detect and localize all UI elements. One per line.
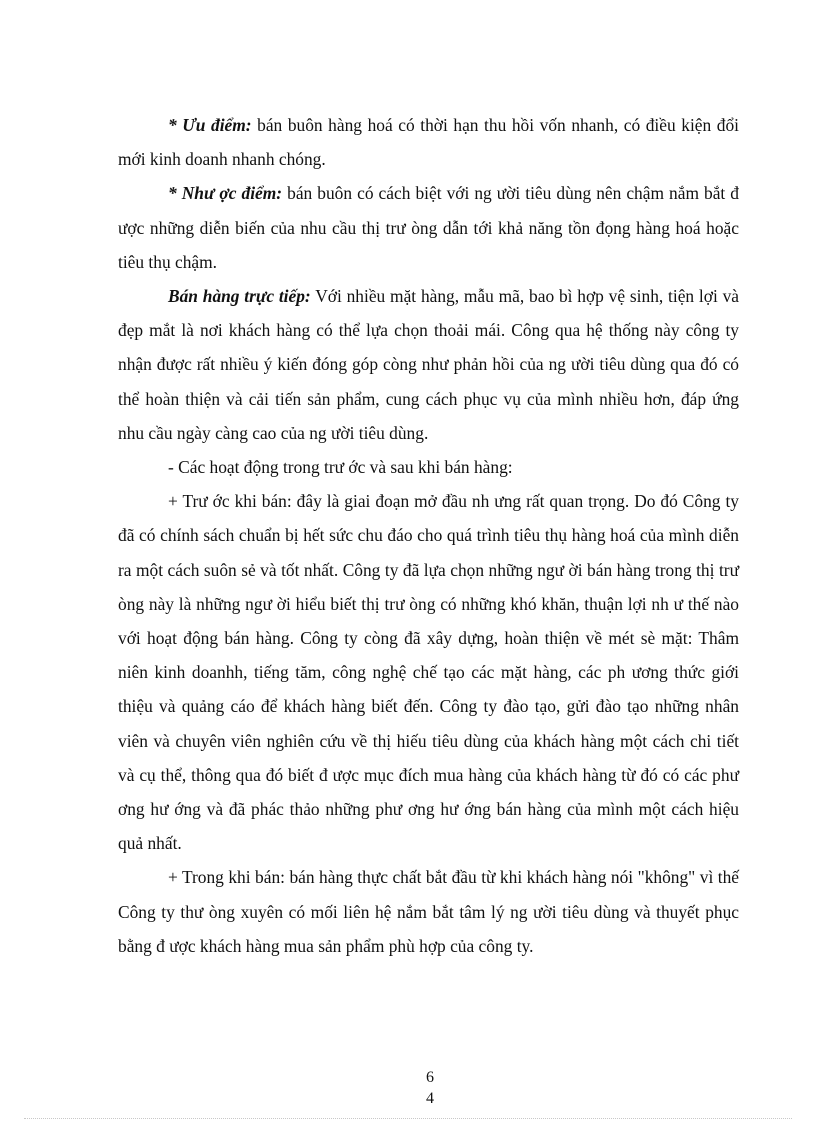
- paragraph-during-sale: [118, 860, 739, 963]
- paragraph-direct-sales: [118, 279, 739, 450]
- footer-divider: [24, 1118, 792, 1119]
- paragraph-text: + Trong khi bán: bán hàng thực chất bắt đầu từ khi khách hàng nói "không" vì thế Công ty thư òng xuyên có mối liên hệ nắm bắt tâm lý ng ười tiêu dùng và thuyết phục bằng đ ược khách hàng mua sản phẩm phù hợp của công ty.: [118, 867, 739, 956]
- paragraph-disadvantages: [118, 176, 739, 279]
- paragraph-text: Với nhiều mặt hàng, mẫu mã, bao bì hợp vệ sinh, tiện lợi và đẹp mắt là nơi khách hàng có thể lựa chọn thoải mái. Công qua hệ thống này công ty nhận được rất nhiều ý kiến đóng góp còng như phản hồi của ng ười tiêu dùng qua đó có thể hoàn thiện và cải tiến sản phẩm, cung cách phục vụ của mình nhiều hơn, đáp ứng nhu cầu ngày càng cao của ng ười tiêu dùng.: [118, 286, 739, 443]
- paragraph-text: bán buôn có cách biệt với ng ười tiêu dùng nên chậm nắm bắt đ ược những diễn biến của nhu cầu thị trư òng dẫn tới khả năng tồn đọng hàng hoá hoặc tiêu thụ chậm.: [118, 183, 739, 272]
- heading-disadvantages: * Như ợc điểm:: [168, 183, 283, 204]
- page-number-line-1: 6: [426, 1069, 434, 1086]
- paragraph-text: bán buôn hàng hoá có thời hạn thu hồi vốn nhanh, có điều kiện đổi mới kinh doanh nhanh chóng.: [118, 115, 739, 170]
- paragraph-before-sale: [118, 484, 739, 860]
- document-body: [118, 108, 739, 963]
- paragraph-text: + Trư ớc khi bán: đây là giai đoạn mở đầu nh ưng rất quan trọng. Do đó Công ty đã có chính sách chuẩn bị hết sức chu đáo cho quá trình tiêu thụ hàng hoá của mình diễn ra một cách suôn sẻ và tốt nhất. Công ty đã lựa chọn những ngư ời bán hàng trong thị trư òng này là những ngư ời hiểu biết thị trư òng có những khó khăn, thuận lợi nh ư thế nào với hoạt động bán hàng. Công ty còng đã xây dựng, hoàn thiện về mét sè mặt: Thâm niên kinh doanhh, tiếng tăm, công nghệ chế tạo các mặt hàng, các ph ương thức giới thiệu và quảng cáo để khách hàng biết đến. Công ty đào tạo, gửi đào tạo những nhân viên và chuyên viên nghiên cứu về thị hiếu tiêu dùng của khách hàng một cách chi tiết và cụ thể, thông qua đó biết đ ược mục đích mua hàng của khách hàng từ đó có các phư ơng hư ớng và đã phác thảo những phư ơng hư ớng bán hàng của mình một cách hiệu quả nhất.: [118, 491, 739, 854]
- heading-advantages: * Ưu điểm:: [168, 115, 252, 135]
- page-number-line-2: 4: [426, 1090, 434, 1107]
- paragraph-activities: [118, 450, 739, 484]
- paragraph-text: - Các hoạt động trong trư ớc và sau khi bán hàng:: [168, 457, 513, 478]
- heading-direct-sales: Bán hàng trực tiếp:: [168, 286, 311, 307]
- paragraph-advantages: [118, 108, 739, 176]
